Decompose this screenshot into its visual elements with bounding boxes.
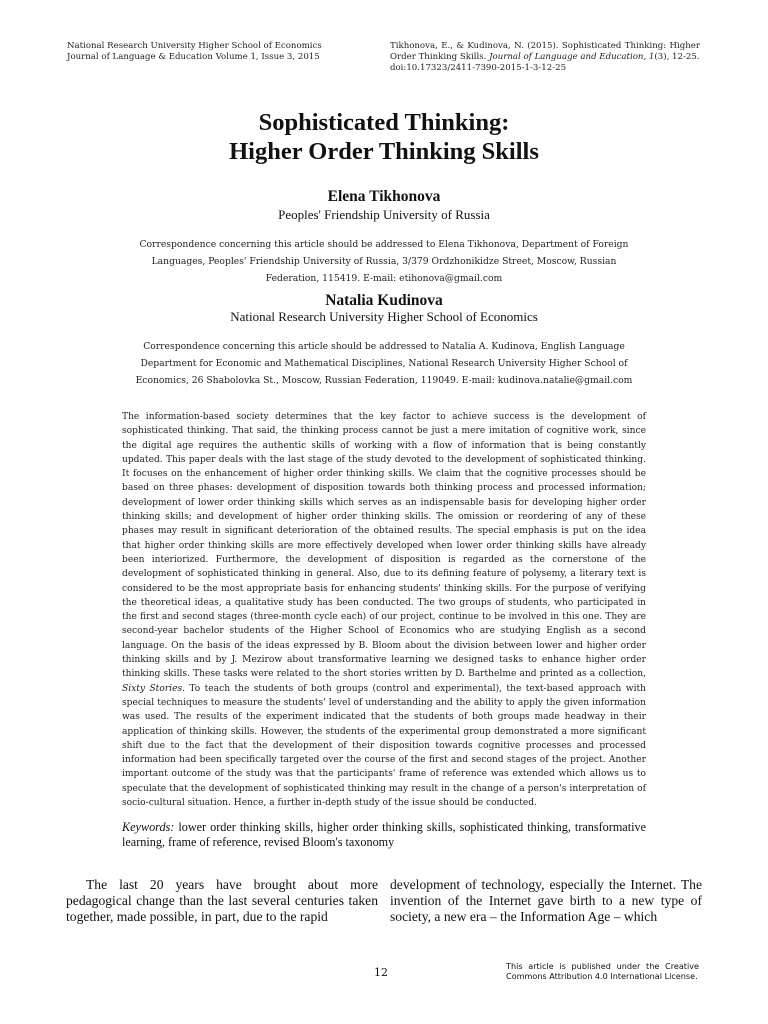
author-correspondence: Correspondence concerning this article should be addressed to Elena Tikhonova, Department of Foreign Languages, Peoples' Friendship University of Russia, 3/379 Ordzhonikidze Street, Moscow, Russian Federation, 115419. E-mail: etihonova@gmail.com bbox=[139, 239, 629, 284]
title-line-2: Higher Order Thinking Skills bbox=[229, 138, 539, 165]
citation-doi: doi:10.17323/2411-7390-2015-1-3-12-25 bbox=[390, 63, 567, 73]
citation-journal: Journal of Language and Education, 1 bbox=[489, 52, 655, 62]
keywords bbox=[122, 820, 646, 850]
page-number: 12 bbox=[374, 966, 388, 979]
keywords-text: lower order thinking skills, higher order thinking skills, sophisticated thinking, transformative learning, frame of reference, revised Bloom's taxonomy bbox=[122, 820, 646, 849]
journal-header bbox=[67, 41, 367, 63]
author-correspondence: Correspondence concerning this article should be addressed to Natalia A. Kudinova, English Language Department for Economic and Mathematical Disciplines, National Research University Higher School of Economics, 26 Shabolovka St., Moscow, Russian Federation, 119049. E-mail: kudinova.natalie@gmail.com bbox=[135, 341, 633, 386]
abstract-text: The information-based society determines that the key factor to achieve success is the development of sophisticated thinking. That said, the thinking process cannot be just a mere imitation of cognitive work, since the digital age requires the authentic skills of working with a flow of information that is being constantly updated. This paper deals with the last stage of the study devoted to the development of sophisticated thinking. It focuses on the enhancement of higher order thinking skills. We claim that the cognitive processes should be based on three phases: development of disposition towards both thinking process and processed information; development of lower order thinking skills which serves as an indispensable basis for developing higher order thinking skills; and development of higher order thinking skills. The omission or reordering of any of these phases may result in significant deterioration of the obtained results. The special emphasis is put on the idea that higher order thinking skills are more effectively developed when lower order thinking skills have already been interiorized. Furthermore, the development of disposition is regarded as the cornerstone of the development of sophisticated thinking in general. Also, due to its defining feature of polysemy, a literary text is considered to be the most appropriate basis for enhancing students' thinking skills. For the purpose of verifying the theoretical ideas, a qualitative study has been conducted. The two groups of students, who participated in the first and second stages (three-month cycle each) of our project, continue to be involved in this one. They are second-year bachelor students of the Higher School of Economics who are studying English as a second language. On the basis of the ideas expressed by B. Bloom about the division between lower and higher order thinking skills and by J. Mezirow about transformative learning we designed tasks to enhance higher order thinking skills. These tasks were related to the short stories written by D. Barthelme and printed as a collection, bbox=[122, 412, 646, 680]
citation-text: Tikhonova, E., & Kudinova, N. (2015). Sophisticated Thinking: Higher Order Thinking Skills. bbox=[390, 41, 700, 62]
author-name: Elena Tikhonova bbox=[327, 188, 441, 205]
author-affiliation: National Research University Higher School of Economics bbox=[230, 309, 538, 324]
keywords-label: Keywords: bbox=[122, 820, 175, 834]
title-line-1: Sophisticated Thinking: bbox=[258, 109, 510, 136]
body-column-left: The last 20 years have brought about more pedagogical change than the last several centuries taken together, made possible, in part, due to the rapid bbox=[66, 877, 378, 924]
body-column-right: development of technology, especially the Internet. The invention of the Internet gave birth to a new type of society, a new era – the Information Age – which bbox=[390, 877, 702, 924]
citation-header bbox=[390, 41, 700, 74]
book-title: Sixty Stories bbox=[122, 683, 183, 694]
article-title bbox=[0, 108, 768, 166]
license-notice: This article is published under the Creative Commons Attribution 4.0 International License. bbox=[506, 961, 699, 981]
abstract-text: . To teach the students of both groups (control and experimental), the text-based approach with special techniques to measure the students' level of understanding and the ability to apply the given information was used. The results of the experiment indicated that the students of both groups made headway in their application of thinking skills. However, the students of the experimental group demonstrated a more significant shift due to the fact that the development of their disposition towards cognitive processes and processed information had been specifically targeted over the course of the first and second stages of the project. Another important outcome of the study was that the participants' frame of reference was extended which allows us to speculate that the development of sophisticated thinking may result in the change of a person's interpretation of socio-cultural situation. Hence, a further in-depth study of the issue should be conducted. bbox=[122, 683, 646, 809]
abstract bbox=[122, 410, 646, 810]
journal-volume: Journal of Language & Education Volume 1, Issue 3, 2015 bbox=[67, 52, 320, 62]
journal-institution: National Research University Higher School of Economics bbox=[67, 41, 322, 51]
author-affiliation: Peoples' Friendship University of Russia bbox=[278, 207, 490, 222]
author-name: Natalia Kudinova bbox=[325, 292, 443, 309]
citation-issue: (3), 12-25. bbox=[654, 52, 700, 62]
